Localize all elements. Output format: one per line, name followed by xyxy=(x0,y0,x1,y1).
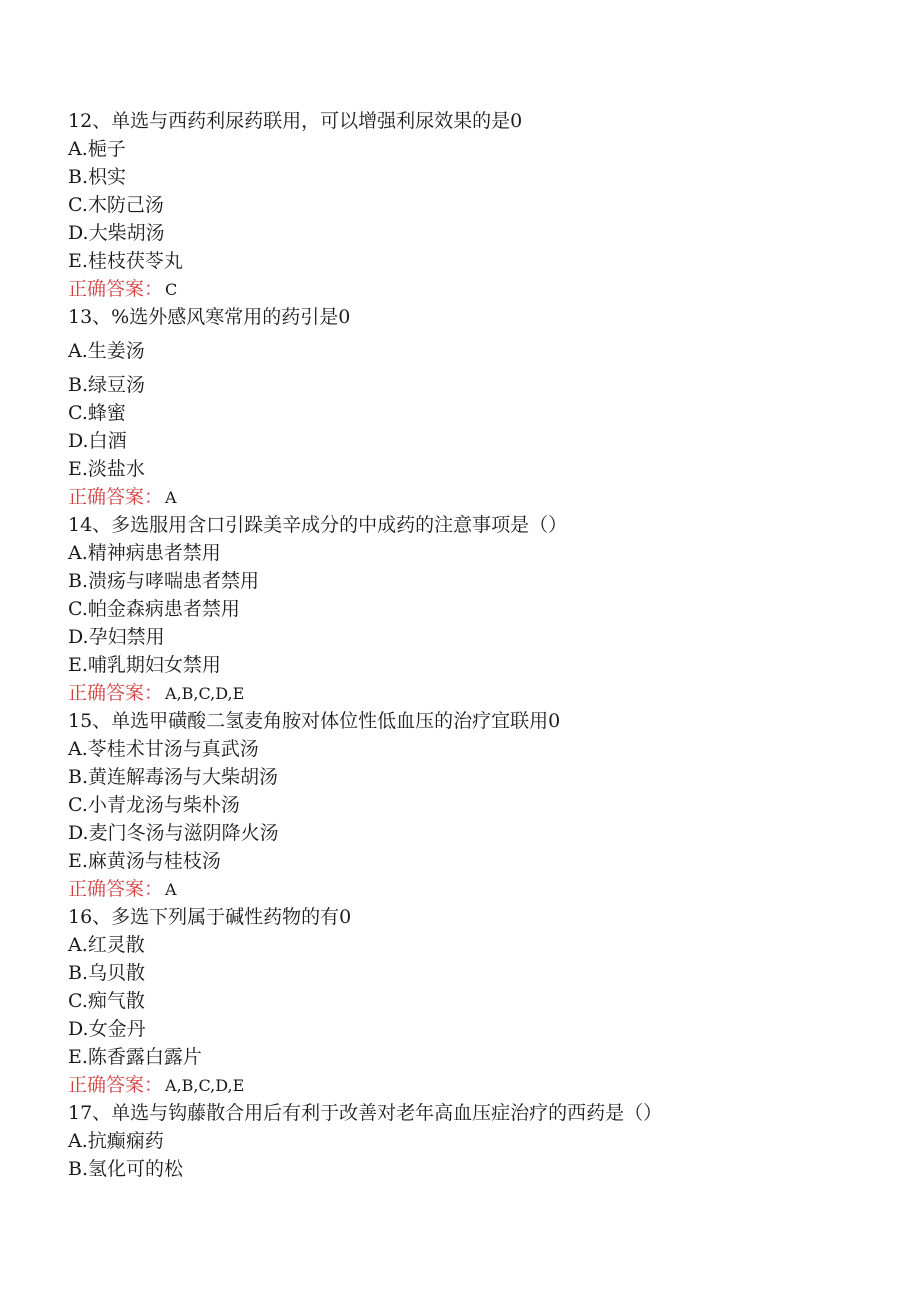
document-page xyxy=(68,107,898,1183)
option-d: D.大柴胡汤 xyxy=(68,222,165,244)
answer-value: C xyxy=(165,280,178,299)
option-a: A.梔子 xyxy=(68,138,126,160)
option-d: D.孕妇禁用 xyxy=(68,626,165,648)
option-b: B.黄连解毒汤与大柴胡汤 xyxy=(68,766,279,788)
option-e: E.陈香露白露片 xyxy=(68,1046,202,1068)
option-c: C.木防己汤 xyxy=(68,194,164,216)
option-c: C.痴气散 xyxy=(68,990,145,1012)
question-stem: 15、单选甲磺酸二氢麦角胺对体位性低血压的治疗宜联用0 xyxy=(68,710,561,732)
correct-answer xyxy=(68,875,898,903)
correct-answer xyxy=(68,1071,898,1099)
answer-label: 正确答案： xyxy=(68,1074,164,1096)
option-e: E.麻黄汤与桂枝汤 xyxy=(68,850,221,872)
option-d: D.女金丹 xyxy=(68,1018,146,1040)
answer-value: A,B,C,D,E xyxy=(165,1076,245,1095)
option-a: A.精神病患者禁用 xyxy=(68,542,221,564)
option-d: D.麦门冬汤与滋阴降火汤 xyxy=(68,822,279,844)
answer-value: A xyxy=(165,488,177,507)
question-stem: 14、多选服用含口引跺美辛成分的中成药的注意事项是（） xyxy=(68,514,568,536)
option-e: E.哺乳期妇女禁用 xyxy=(68,654,221,676)
correct-answer xyxy=(68,483,898,511)
option-a: A.苓桂术甘汤与真武汤 xyxy=(68,738,259,760)
option-a: A.抗癫痫药 xyxy=(68,1130,164,1152)
question-stem: 17、单选与钩藤散合用后有利于改善对老年高血压症治疗的西药是（） xyxy=(68,1102,663,1124)
option-e: E.桂枝茯苓丸 xyxy=(68,250,183,272)
option-e: E.淡盐水 xyxy=(68,458,145,480)
correct-answer xyxy=(68,275,898,303)
option-c: C.蜂蜜 xyxy=(68,402,126,424)
option-a: A.红灵散 xyxy=(68,934,145,956)
question-stem: 16、多选下列属于碱性药物的有0 xyxy=(68,906,352,928)
option-c: C.小青龙汤与柴朴汤 xyxy=(68,794,240,816)
answer-value: A,B,C,D,E xyxy=(165,684,245,703)
option-a: A.生姜汤 xyxy=(68,340,145,362)
option-d: D.白酒 xyxy=(68,430,127,452)
question-stem: 13、%选外感风寒常用的药引是0 xyxy=(68,306,351,328)
answer-value: A xyxy=(165,880,177,899)
correct-answer xyxy=(68,679,898,707)
option-b: B.氢化可的松 xyxy=(68,1158,184,1180)
option-c: C.帕金森病患者禁用 xyxy=(68,598,240,620)
answer-label: 正确答案： xyxy=(68,878,164,900)
question-stem: 12、单选与西药利尿药联用，可以增强利尿效果的是0 xyxy=(68,110,523,132)
option-b: B.溃疡与哮喘患者禁用 xyxy=(68,570,260,592)
option-b: B.乌贝散 xyxy=(68,962,146,984)
answer-label: 正确答案： xyxy=(68,486,164,508)
option-b: B.枳实 xyxy=(68,166,127,188)
answer-label: 正确答案： xyxy=(68,278,164,300)
answer-label: 正确答案： xyxy=(68,682,164,704)
option-b: B.绿豆汤 xyxy=(68,374,146,396)
